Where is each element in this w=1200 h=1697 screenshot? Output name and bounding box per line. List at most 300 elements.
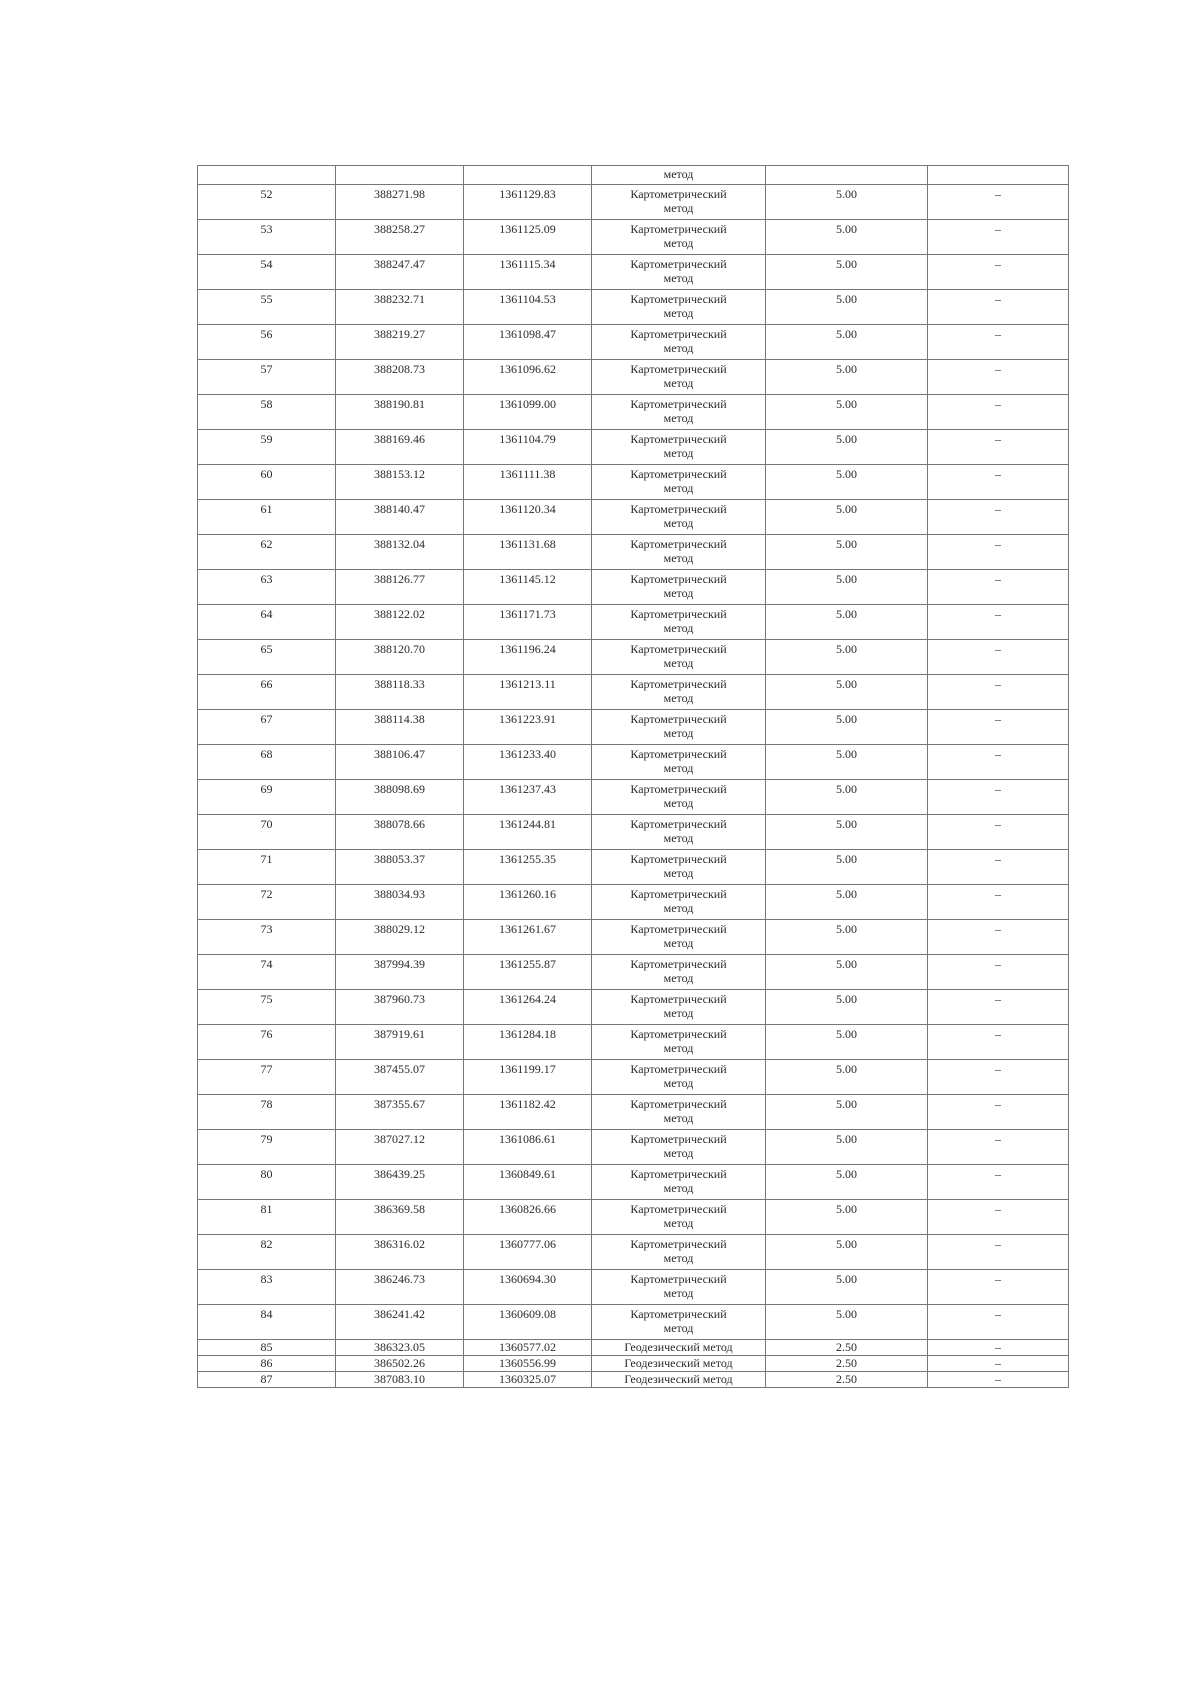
method-line-1: Картометрический <box>630 292 727 306</box>
table-row <box>198 430 1069 465</box>
cell-number: 60 <box>198 465 336 500</box>
cell-method <box>592 1095 766 1130</box>
cell-number: 83 <box>198 1270 336 1305</box>
cell-method <box>592 360 766 395</box>
cell-accuracy: 5.00 <box>766 290 928 325</box>
method-line-1: Картометрический <box>630 187 727 201</box>
cell-method <box>592 745 766 780</box>
method-line-1: Картометрический <box>630 817 727 831</box>
cell-number: 61 <box>198 500 336 535</box>
method-line-2: метод <box>663 691 694 705</box>
method-line-2: метод <box>663 481 694 495</box>
method-line-1: Картометрический <box>630 257 727 271</box>
cell-note: – <box>928 1165 1069 1200</box>
cell-note: – <box>928 1372 1069 1388</box>
cell-y: 1361260.16 <box>464 885 592 920</box>
cell-note <box>928 166 1069 185</box>
cell-note: – <box>928 290 1069 325</box>
cell-note: – <box>928 255 1069 290</box>
cell-note: – <box>928 220 1069 255</box>
method-line-1: Картометрический <box>630 1097 727 1111</box>
method-line-1: Картометрический <box>630 677 727 691</box>
method-line-2: метод <box>663 586 694 600</box>
method-line-1: Картометрический <box>630 922 727 936</box>
table-row <box>198 1356 1069 1372</box>
cell-method <box>592 570 766 605</box>
cell-number: 75 <box>198 990 336 1025</box>
method-line-2: метод <box>663 1286 694 1300</box>
cell-note: – <box>928 500 1069 535</box>
table-row <box>198 675 1069 710</box>
method-line-1: Картометрический <box>630 1307 727 1321</box>
table-row <box>198 885 1069 920</box>
cell-accuracy: 5.00 <box>766 780 928 815</box>
method-line-1: Картометрический <box>630 642 727 656</box>
cell-accuracy: 5.00 <box>766 395 928 430</box>
cell-x: 388053.37 <box>336 850 464 885</box>
cell-note: – <box>928 745 1069 780</box>
cell-method <box>592 850 766 885</box>
cell-number: 85 <box>198 1340 336 1356</box>
cell-number: 77 <box>198 1060 336 1095</box>
method-line-2: метод <box>663 551 694 565</box>
method-line-2: метод <box>663 271 694 285</box>
cell-y: 1360325.07 <box>464 1372 592 1388</box>
cell-x: 386439.25 <box>336 1165 464 1200</box>
cell-accuracy: 5.00 <box>766 185 928 220</box>
cell-y: 1360826.66 <box>464 1200 592 1235</box>
cell-method <box>592 185 766 220</box>
cell-y: 1361099.00 <box>464 395 592 430</box>
method-line-1: Картометрический <box>630 1132 727 1146</box>
table-row <box>198 1130 1069 1165</box>
method-line-2: метод <box>663 1181 694 1195</box>
cell-note: – <box>928 640 1069 675</box>
table-row <box>198 1025 1069 1060</box>
cell-accuracy: 2.50 <box>766 1340 928 1356</box>
cell-x: 386246.73 <box>336 1270 464 1305</box>
method-line-1: Картометрический <box>630 852 727 866</box>
cell-x: 388271.98 <box>336 185 464 220</box>
cell-method <box>592 500 766 535</box>
cell-accuracy: 5.00 <box>766 1200 928 1235</box>
cell-x: 388132.04 <box>336 535 464 570</box>
method-line-2: метод <box>663 796 694 810</box>
cell-note: – <box>928 1305 1069 1340</box>
method-line-2: метод <box>663 726 694 740</box>
method-line-1: Картометрический <box>630 397 727 411</box>
cell-y: 1361182.42 <box>464 1095 592 1130</box>
cell-y: 1361086.61 <box>464 1130 592 1165</box>
table-row <box>198 955 1069 990</box>
cell-x: 388190.81 <box>336 395 464 430</box>
cell-method <box>592 1270 766 1305</box>
cell-number: 68 <box>198 745 336 780</box>
table-row <box>198 1305 1069 1340</box>
cell-note: – <box>928 570 1069 605</box>
cell-method <box>592 1235 766 1270</box>
cell-accuracy: 5.00 <box>766 430 928 465</box>
method-line-2: метод <box>663 341 694 355</box>
cell-number: 78 <box>198 1095 336 1130</box>
cell-x: 386241.42 <box>336 1305 464 1340</box>
cell-x: 388247.47 <box>336 255 464 290</box>
cell-method <box>592 1060 766 1095</box>
cell-method <box>592 1200 766 1235</box>
cell-y: 1361199.17 <box>464 1060 592 1095</box>
cell-x: 388232.71 <box>336 290 464 325</box>
cell-x: 388106.47 <box>336 745 464 780</box>
cell-x <box>336 166 464 185</box>
cell-y: 1361233.40 <box>464 745 592 780</box>
coordinates-table-page <box>197 165 1068 1388</box>
coordinates-table <box>197 165 1069 1388</box>
cell-method <box>592 675 766 710</box>
method-line-2: метод <box>663 761 694 775</box>
method-line-2: метод <box>663 516 694 530</box>
cell-method <box>592 885 766 920</box>
cell-method <box>592 990 766 1025</box>
method-line-2: метод <box>663 201 694 215</box>
table-row <box>198 1165 1069 1200</box>
cell-note: – <box>928 920 1069 955</box>
cell-x: 388140.47 <box>336 500 464 535</box>
cell-x: 388118.33 <box>336 675 464 710</box>
cell-note: – <box>928 430 1069 465</box>
cell-note: – <box>928 325 1069 360</box>
cell-x: 388034.93 <box>336 885 464 920</box>
cell-method <box>592 815 766 850</box>
method-line-1: Картометрический <box>630 992 727 1006</box>
cell-y: 1360694.30 <box>464 1270 592 1305</box>
cell-x: 388120.70 <box>336 640 464 675</box>
cell-number: 62 <box>198 535 336 570</box>
table-row <box>198 640 1069 675</box>
cell-accuracy: 5.00 <box>766 570 928 605</box>
table-row <box>198 290 1069 325</box>
cell-number: 69 <box>198 780 336 815</box>
cell-x: 388122.02 <box>336 605 464 640</box>
cell-accuracy: 2.50 <box>766 1356 928 1372</box>
method-line-2: метод <box>663 1216 694 1230</box>
coordinates-table-body <box>198 166 1069 1388</box>
table-row <box>198 360 1069 395</box>
cell-y: 1361096.62 <box>464 360 592 395</box>
method-line-2: метод <box>663 621 694 635</box>
cell-method <box>592 1305 766 1340</box>
cell-number: 87 <box>198 1372 336 1388</box>
method-line-2: метод <box>663 901 694 915</box>
table-row <box>198 255 1069 290</box>
cell-y: 1360777.06 <box>464 1235 592 1270</box>
method-line-2: метод <box>663 971 694 985</box>
cell-number: 79 <box>198 1130 336 1165</box>
cell-y: 1361255.87 <box>464 955 592 990</box>
method-line-2: метод <box>663 376 694 390</box>
cell-y: 1361115.34 <box>464 255 592 290</box>
cell-y: 1361120.34 <box>464 500 592 535</box>
table-row <box>198 1340 1069 1356</box>
cell-x: 387960.73 <box>336 990 464 1025</box>
cell-y: 1361104.79 <box>464 430 592 465</box>
method-line-2: метод <box>663 236 694 250</box>
cell-method <box>592 640 766 675</box>
cell-number: 54 <box>198 255 336 290</box>
method-line-2: метод <box>663 1146 694 1160</box>
cell-accuracy: 5.00 <box>766 640 928 675</box>
method-line-1: Картометрический <box>630 1167 727 1181</box>
method-line-1: Картометрический <box>630 887 727 901</box>
cell-method <box>592 465 766 500</box>
table-row <box>198 1235 1069 1270</box>
cell-x: 388258.27 <box>336 220 464 255</box>
table-row <box>198 535 1069 570</box>
cell-note: – <box>928 535 1069 570</box>
cell-y: 1361264.24 <box>464 990 592 1025</box>
cell-y: 1361261.67 <box>464 920 592 955</box>
method-line-1: Геодезический метод <box>624 1356 733 1370</box>
cell-x: 387994.39 <box>336 955 464 990</box>
method-line-2: метод <box>663 306 694 320</box>
table-row <box>198 815 1069 850</box>
cell-note: – <box>928 990 1069 1025</box>
cell-x: 388029.12 <box>336 920 464 955</box>
cell-x: 386502.26 <box>336 1356 464 1372</box>
cell-note: – <box>928 1025 1069 1060</box>
cell-y: 1361111.38 <box>464 465 592 500</box>
cell-note: – <box>928 465 1069 500</box>
cell-note: – <box>928 395 1069 430</box>
cell-note: – <box>928 1060 1069 1095</box>
cell-note: – <box>928 1200 1069 1235</box>
cell-accuracy: 5.00 <box>766 675 928 710</box>
cell-number: 56 <box>198 325 336 360</box>
cell-number: 76 <box>198 1025 336 1060</box>
cell-method <box>592 1356 766 1372</box>
cell-y: 1360849.61 <box>464 1165 592 1200</box>
cell-x: 388098.69 <box>336 780 464 815</box>
cell-x: 388078.66 <box>336 815 464 850</box>
cell-accuracy: 5.00 <box>766 885 928 920</box>
cell-accuracy: 5.00 <box>766 1095 928 1130</box>
cell-method <box>592 255 766 290</box>
cell-x: 386316.02 <box>336 1235 464 1270</box>
table-row-continued <box>198 166 1069 185</box>
cell-method <box>592 1130 766 1165</box>
cell-accuracy: 5.00 <box>766 1025 928 1060</box>
table-row <box>198 325 1069 360</box>
cell-number: 59 <box>198 430 336 465</box>
method-line-2: метод <box>663 1321 694 1335</box>
cell-x: 388153.12 <box>336 465 464 500</box>
cell-note: – <box>928 1356 1069 1372</box>
method-line-1: Картометрический <box>630 712 727 726</box>
method-line-1: Картометрический <box>630 1237 727 1251</box>
cell-note: – <box>928 850 1069 885</box>
cell-accuracy: 5.00 <box>766 1060 928 1095</box>
cell-x: 388219.27 <box>336 325 464 360</box>
cell-y: 1360577.02 <box>464 1340 592 1356</box>
table-row <box>198 920 1069 955</box>
table-row <box>198 1060 1069 1095</box>
cell-accuracy: 5.00 <box>766 710 928 745</box>
cell-note: – <box>928 955 1069 990</box>
method-line-1: Геодезический метод <box>624 1372 733 1386</box>
cell-y: 1361104.53 <box>464 290 592 325</box>
cell-accuracy: 5.00 <box>766 850 928 885</box>
cell-y: 1361131.68 <box>464 535 592 570</box>
cell-number: 52 <box>198 185 336 220</box>
cell-x: 387919.61 <box>336 1025 464 1060</box>
method-line-1: Картометрический <box>630 1272 727 1286</box>
cell-number: 66 <box>198 675 336 710</box>
cell-accuracy: 5.00 <box>766 500 928 535</box>
cell-x: 388208.73 <box>336 360 464 395</box>
cell-number: 81 <box>198 1200 336 1235</box>
cell-y: 1361196.24 <box>464 640 592 675</box>
cell-x: 388114.38 <box>336 710 464 745</box>
cell-number: 84 <box>198 1305 336 1340</box>
cell-note: – <box>928 1235 1069 1270</box>
table-row <box>198 780 1069 815</box>
cell-y: 1360556.99 <box>464 1356 592 1372</box>
table-row <box>198 745 1069 780</box>
cell-note: – <box>928 1270 1069 1305</box>
cell-y: 1361171.73 <box>464 605 592 640</box>
cell-x: 386323.05 <box>336 1340 464 1356</box>
cell-number <box>198 166 336 185</box>
method-line-2: метод <box>663 936 694 950</box>
method-line-1: Картометрический <box>630 957 727 971</box>
cell-y: 1361213.11 <box>464 675 592 710</box>
method-line-1: Картометрический <box>630 327 727 341</box>
cell-accuracy: 5.00 <box>766 1305 928 1340</box>
cell-accuracy: 5.00 <box>766 535 928 570</box>
cell-accuracy: 5.00 <box>766 745 928 780</box>
cell-y: 1361255.35 <box>464 850 592 885</box>
method-line-1: Картометрический <box>630 747 727 761</box>
cell-accuracy: 5.00 <box>766 465 928 500</box>
cell-note: – <box>928 815 1069 850</box>
cell-number: 71 <box>198 850 336 885</box>
cell-note: – <box>928 1130 1069 1165</box>
method-line-1: Картометрический <box>630 782 727 796</box>
cell-method: метод <box>592 166 766 185</box>
cell-y: 1361244.81 <box>464 815 592 850</box>
cell-accuracy: 5.00 <box>766 360 928 395</box>
cell-method <box>592 710 766 745</box>
cell-note: – <box>928 1340 1069 1356</box>
method-line-2: метод <box>663 1006 694 1020</box>
cell-method <box>592 325 766 360</box>
cell-note: – <box>928 605 1069 640</box>
cell-accuracy: 5.00 <box>766 220 928 255</box>
cell-y: 1361237.43 <box>464 780 592 815</box>
cell-note: – <box>928 185 1069 220</box>
method-line-1: Картометрический <box>630 432 727 446</box>
cell-accuracy <box>766 166 928 185</box>
cell-method <box>592 220 766 255</box>
cell-method <box>592 605 766 640</box>
method-line-2: метод <box>663 656 694 670</box>
cell-accuracy: 5.00 <box>766 920 928 955</box>
table-row <box>198 1095 1069 1130</box>
cell-y: 1360609.08 <box>464 1305 592 1340</box>
method-line-2: метод <box>663 1041 694 1055</box>
cell-number: 70 <box>198 815 336 850</box>
cell-method <box>592 920 766 955</box>
table-row <box>198 1270 1069 1305</box>
method-line-1: Картометрический <box>630 502 727 516</box>
cell-method <box>592 1165 766 1200</box>
method-line-1: Картометрический <box>630 572 727 586</box>
cell-accuracy: 5.00 <box>766 815 928 850</box>
method-line-2: метод <box>663 1076 694 1090</box>
cell-number: 80 <box>198 1165 336 1200</box>
cell-note: – <box>928 710 1069 745</box>
cell-accuracy: 5.00 <box>766 605 928 640</box>
table-row <box>198 500 1069 535</box>
cell-number: 63 <box>198 570 336 605</box>
cell-method <box>592 535 766 570</box>
table-row <box>198 850 1069 885</box>
cell-accuracy: 5.00 <box>766 1165 928 1200</box>
cell-number: 55 <box>198 290 336 325</box>
cell-x: 388169.46 <box>336 430 464 465</box>
cell-method <box>592 955 766 990</box>
method-line-1: Картометрический <box>630 1027 727 1041</box>
cell-method <box>592 430 766 465</box>
table-row <box>198 1372 1069 1388</box>
cell-accuracy: 5.00 <box>766 1235 928 1270</box>
cell-x: 387083.10 <box>336 1372 464 1388</box>
method-line-1: Геодезический метод <box>624 1340 733 1354</box>
cell-y: 1361098.47 <box>464 325 592 360</box>
cell-accuracy: 5.00 <box>766 255 928 290</box>
table-row <box>198 710 1069 745</box>
cell-number: 73 <box>198 920 336 955</box>
method-line-1: Картометрический <box>630 1202 727 1216</box>
cell-accuracy: 5.00 <box>766 990 928 1025</box>
cell-number: 64 <box>198 605 336 640</box>
cell-accuracy: 5.00 <box>766 955 928 990</box>
table-row <box>198 185 1069 220</box>
method-line-1: Картометрический <box>630 537 727 551</box>
cell-number: 72 <box>198 885 336 920</box>
method-line-1: Картометрический <box>630 467 727 481</box>
cell-method <box>592 290 766 325</box>
cell-number: 86 <box>198 1356 336 1372</box>
method-line-2: метод <box>663 1251 694 1265</box>
table-row <box>198 570 1069 605</box>
method-line-1: Картометрический <box>630 607 727 621</box>
cell-accuracy: 5.00 <box>766 325 928 360</box>
cell-x: 387355.67 <box>336 1095 464 1130</box>
cell-x: 387455.07 <box>336 1060 464 1095</box>
cell-accuracy: 2.50 <box>766 1372 928 1388</box>
cell-number: 74 <box>198 955 336 990</box>
method-line-1: Картометрический <box>630 222 727 236</box>
cell-method <box>592 1372 766 1388</box>
cell-number: 58 <box>198 395 336 430</box>
cell-note: – <box>928 360 1069 395</box>
cell-y: 1361223.91 <box>464 710 592 745</box>
cell-y: 1361125.09 <box>464 220 592 255</box>
table-row <box>198 1200 1069 1235</box>
table-row <box>198 220 1069 255</box>
table-row <box>198 990 1069 1025</box>
cell-y: 1361129.83 <box>464 185 592 220</box>
